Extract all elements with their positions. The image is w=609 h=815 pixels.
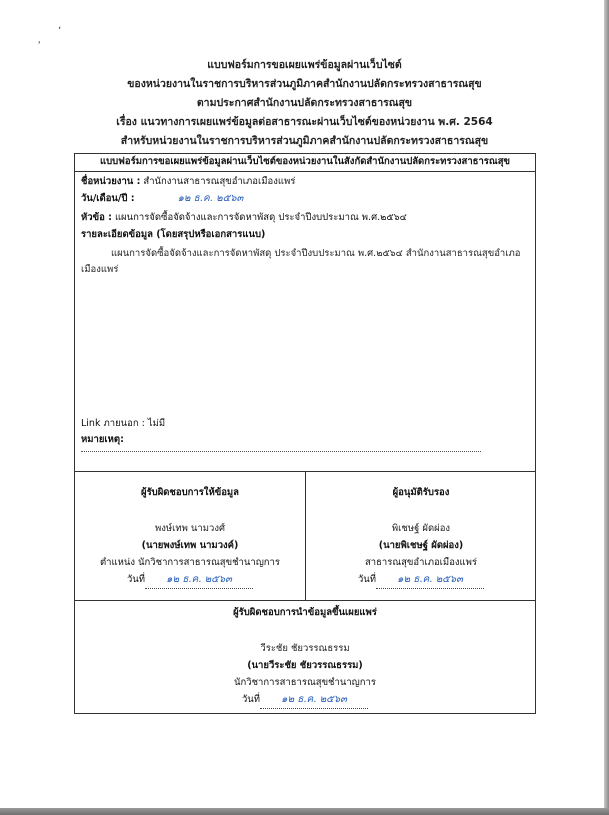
stray-mark: ˒ bbox=[38, 38, 42, 49]
provider-heading: ผู้รับผิดชอบการให้ข้อมูล bbox=[141, 487, 239, 498]
form-title: แบบฟอร์มการขอเผยแพร่ข้อมูลผ่านเว็บไซต์ของหน่วยงานในสังกัดสำนักงานปลัดกระทรวงสาธารณสุข bbox=[75, 154, 535, 172]
publisher-block bbox=[75, 604, 535, 709]
header-line-4: เรื่อง แนวทางการเผยแพร่ข้อมูลต่อสาธารณะผ่านเว็บไซต์ของหน่วยงาน พ.ศ. 2564 bbox=[116, 116, 493, 128]
detail-value: แผนการจัดซื้อจัดจ้างและการจัดหาพัสดุ ประจำปีงบประมาณ พ.ศ.๒๕๖๔ สำนักงานสาธารณสุขอำเภอเมืองแพร่ bbox=[81, 248, 521, 275]
header-line-2: ของหน่วยงานในราชการบริหารส่วนภูมิภาคสำนักงานปลัดกระทรวงสาธารณสุข bbox=[127, 78, 482, 90]
page-shadow-bottom bbox=[0, 808, 609, 815]
approver-date-value: ๑๒ ธ.ค. ๒๕๖๓ bbox=[376, 571, 484, 589]
topic-label: หัวข้อ : bbox=[81, 212, 112, 223]
approver-position: สาธารณสุขอำเภอเมืองแพร่ bbox=[364, 557, 478, 568]
document-header bbox=[0, 56, 609, 151]
publisher-date-label: วันที่ bbox=[241, 694, 261, 705]
header-line-1: แบบฟอร์มการขอเผยแพร่ข้อมูลผ่านเว็บไซต์ bbox=[207, 59, 402, 71]
note-dotted-line bbox=[81, 451, 481, 452]
provider-date-label: วันที่ bbox=[126, 574, 146, 585]
provider-signature: พงษ์เทพ นามวงศ์ bbox=[154, 523, 226, 534]
provider-date-row bbox=[75, 571, 305, 589]
link-label: Link ภายนอก : bbox=[81, 418, 145, 429]
approver-name: (นายพิเชษฐ์ ผัดผ่อง) bbox=[378, 540, 464, 551]
stray-mark: ʼ bbox=[58, 26, 62, 37]
publisher-date-row bbox=[75, 691, 535, 709]
approver-heading: ผู้อนุมัติรับรอง bbox=[392, 487, 450, 498]
provider-name: (นายพงษ์เทพ นามวงค์) bbox=[141, 540, 239, 551]
date-row bbox=[81, 191, 243, 206]
section-divider bbox=[75, 600, 535, 601]
header-line-3: ตามประกาศสำนักงานปลัดกระทรวงสาธารณสุข bbox=[196, 97, 413, 109]
agency-value: สำนักงานสาธารณสุขอำเภอเมืองแพร่ bbox=[143, 176, 296, 187]
publisher-position: นักวิชาการสาธารณสุขชำนาญการ bbox=[234, 677, 376, 688]
approver-date-row bbox=[306, 571, 536, 589]
agency-row bbox=[81, 174, 295, 189]
detail-label: รายละเอียดข้อมูล (โดยสรุปหรือเอกสารแนบ) bbox=[81, 229, 266, 240]
agency-label: ชื่อหน่วยงาน : bbox=[81, 176, 141, 187]
date-label: วัน/เดือน/ปี : bbox=[81, 193, 135, 204]
publisher-name: (นายวีระชัย ชัยวรรณธรรม) bbox=[247, 660, 363, 671]
date-value: ๑๒ ธ.ค. ๒๕๖๓ bbox=[177, 193, 244, 204]
topic-value: แผนการจัดซื้อจัดจ้างและการจัดหาพัสดุ ประจำปีงบประมาณ พ.ศ.๒๕๖๔ bbox=[114, 212, 407, 223]
link-value: ไม่มี bbox=[147, 418, 166, 429]
provider-block bbox=[75, 484, 305, 589]
topic-row bbox=[81, 210, 407, 225]
approver-date-label: วันที่ bbox=[357, 574, 377, 585]
provider-position: ตำแหน่ง นักวิชาการสาธารณสุขชำนาญการ bbox=[100, 557, 280, 568]
header-line-5: สำหรับหน่วยงานในราชการบริหารส่วนภูมิภาคสำนักงานปลัดกระทรวงสาธารณสุข bbox=[120, 135, 489, 147]
publisher-signature: วีระชัย ชัยวรรณธรรม bbox=[260, 643, 350, 654]
provider-date-value: ๑๒ ธ.ค. ๒๕๖๓ bbox=[145, 571, 253, 589]
publisher-date-value: ๑๒ ธ.ค. ๒๕๖๓ bbox=[260, 691, 368, 709]
approver-block bbox=[306, 484, 536, 589]
approver-signature: พิเชษฐ์ ผัดผ่อง bbox=[391, 523, 451, 534]
note-label: หมายเหตุ: bbox=[81, 434, 124, 445]
link-row bbox=[81, 416, 165, 431]
form-box bbox=[74, 153, 536, 714]
publisher-heading: ผู้รับผิดชอบการนำข้อมูลขึ้นเผยแพร่ bbox=[233, 607, 377, 618]
